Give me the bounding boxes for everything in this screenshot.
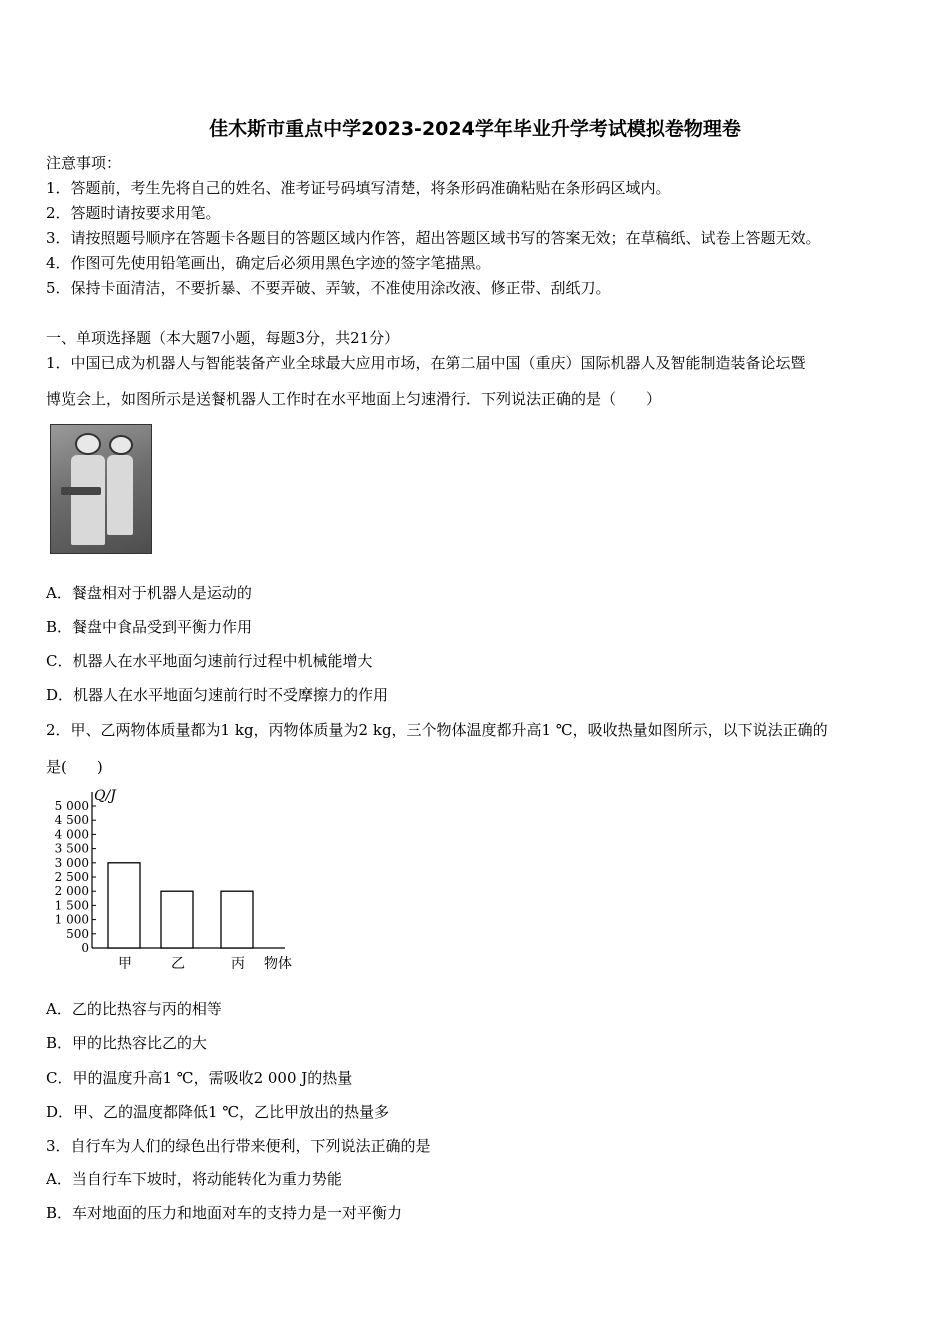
y-tick-label: 1 500 (54, 898, 89, 913)
q1-option-b: B．餐盘中食品受到平衡力作用 (46, 618, 253, 636)
q2-stem-line-1: 2．甲、乙两物体质量都为1 kg，丙物体质量为2 kg，三个物体温度都升高1 ℃，吸收热量如图所示，以下说法正确的 (46, 721, 828, 739)
y-tick-label: 2 500 (54, 870, 89, 884)
q2-option-c: C．甲的温度升高1 ℃，需吸收2 000 J的热量 (46, 1069, 353, 1087)
y-tick-label: 0 (81, 941, 89, 955)
robot-body-right (107, 455, 133, 535)
y-tick-label: 3 000 (54, 855, 89, 870)
q3-option-a: A．当自行车下坡时，将动能转化为重力势能 (46, 1170, 342, 1188)
y-tick-label: 4 000 (54, 827, 89, 842)
q3-option-b: B．车对地面的压力和地面对车的支持力是一对平衡力 (46, 1204, 403, 1222)
food-tray (61, 487, 101, 495)
notice-item-5: 5．保持卡面清洁，不要折暴、不要弄破、弄皱，不准使用涂改液、修正带、刮纸刀。 (46, 279, 611, 297)
bar-2 (161, 891, 193, 948)
category-label: 丙 (231, 956, 245, 972)
section-heading: 一、单项选择题（本大题7小题，每题3分，共21分） (46, 329, 400, 347)
robot-head-right (109, 435, 133, 455)
y-axis-label: Q/J (94, 788, 116, 804)
notice-item-1: 1．答题前，考生先将自己的姓名、准考证号码填写清楚，将条形码准确粘贴在条形码区域内。 (46, 179, 671, 197)
q1-option-c: C．机器人在水平地面匀速前行过程中机械能增大 (46, 652, 373, 670)
robot-head-left (75, 433, 101, 455)
category-label: 乙 (171, 956, 185, 972)
q1-stem-line-1: 1．中国已成为机器人与智能装备产业全球最大应用市场，在第二届中国（重庆）国际机器人及智能制造装备论坛暨 (46, 354, 806, 372)
q1-stem-line-2: 博览会上，如图所示是送餐机器人工作时在水平地面上匀速滑行．下列说法正确的是（ ） (46, 390, 662, 408)
y-tick-label: 500 (66, 926, 89, 941)
notice-heading: 注意事项： (46, 154, 122, 172)
q2-option-b: B．甲的比热容比乙的大 (46, 1034, 208, 1052)
q2-stem-line-2: 是( ) (46, 758, 103, 776)
x-axis-label: 物体 (264, 956, 292, 972)
exam-title: 佳木斯市重点中学2023-2024学年毕业升学考试模拟卷物理卷 (209, 118, 741, 140)
y-tick-label: 2 000 (54, 884, 89, 899)
notice-item-4: 4．作图可先使用铅笔画出，确定后必须用黑色字迹的签字笔描黑。 (46, 254, 491, 272)
y-tick-label: 3 500 (54, 841, 89, 856)
robot-body-left (71, 455, 105, 545)
bar-1 (108, 863, 140, 948)
q1-option-d: D．机器人在水平地面匀速前行时不受摩擦力的作用 (46, 686, 389, 704)
q2-option-d: D．甲、乙的温度都降低1 ℃，乙比甲放出的热量多 (46, 1103, 390, 1121)
notice-item-3: 3．请按照题号顺序在答题卡各题目的答题区域内作答，超出答题区域书写的答案无效；在草稿纸、试卷上答题无效。 (46, 229, 821, 247)
q3-stem: 3．自行车为人们的绿色出行带来便利，下列说法正确的是 (46, 1137, 431, 1155)
y-tick-label: 4 500 (54, 813, 89, 828)
notice-item-2: 2．答题时请按要求用笔。 (46, 204, 221, 222)
q2-option-a: A．乙的比热容与丙的相等 (46, 1000, 222, 1018)
y-tick-label: 5 000 (54, 799, 89, 813)
q1-option-a: A．餐盘相对于机器人是运动的 (46, 584, 252, 602)
robot-photo (50, 424, 152, 554)
y-tick-label: 1 000 (54, 912, 89, 927)
category-label: 甲 (118, 956, 132, 972)
heat-bar-chart (40, 786, 310, 976)
bar-3 (221, 891, 253, 948)
